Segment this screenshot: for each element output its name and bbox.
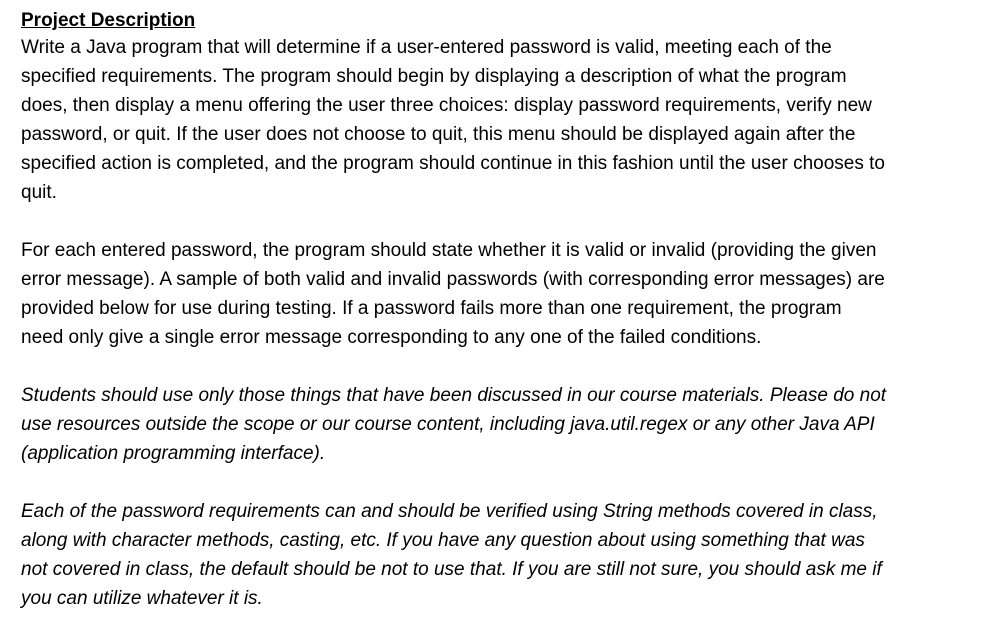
paragraph-program-overview — [21, 33, 961, 207]
text-line: along with character methods, casting, etc. If you have any question about using something that was — [21, 530, 865, 551]
text-line: use resources outside the scope or our course content, including java.util.regex or any other Java API — [21, 414, 875, 435]
text-line: password, or quit. If the user does not choose to quit, this menu should be displayed again after the — [21, 124, 856, 145]
paragraph-validation-output — [21, 236, 961, 352]
text-line: not covered in class, the default should be not to use that. If you are still not sure, you should ask me if — [21, 559, 882, 580]
paragraph-spacer — [21, 352, 961, 381]
text-line: error message). A sample of both valid and invalid passwords (with corresponding error messages) are — [21, 269, 885, 290]
text-line: Students should use only those things that have been discussed in our course materials. Please do not — [21, 385, 887, 406]
paragraph-allowed-resources — [21, 381, 961, 468]
paragraph-spacer — [21, 468, 961, 497]
text-line: you can utilize whatever it is. — [21, 588, 263, 609]
text-line: (application programming interface). — [21, 443, 326, 464]
text-line: Write a Java program that will determine if a user-entered password is valid, meeting each of the — [21, 37, 832, 58]
text-line: provided below for use during testing. If a password fails more than one requirement, the program — [21, 298, 842, 319]
text-line: specified requirements. The program should begin by displaying a description of what the program — [21, 66, 847, 87]
paragraph-string-methods — [21, 497, 961, 613]
section-heading: Project Description — [21, 10, 196, 31]
text-line: does, then display a menu offering the user three choices: display password requirements, verify new — [21, 95, 872, 116]
text-line: specified action is completed, and the program should continue in this fashion until the user chooses to — [21, 153, 885, 174]
paragraph-spacer — [21, 207, 961, 236]
text-line: For each entered password, the program should state whether it is valid or invalid (providing the given — [21, 240, 877, 261]
text-line: Each of the password requirements can and should be verified using String methods covered in class, — [21, 501, 878, 522]
text-line: quit. — [21, 182, 57, 203]
text-line: need only give a single error message corresponding to any one of the failed conditions. — [21, 327, 762, 348]
